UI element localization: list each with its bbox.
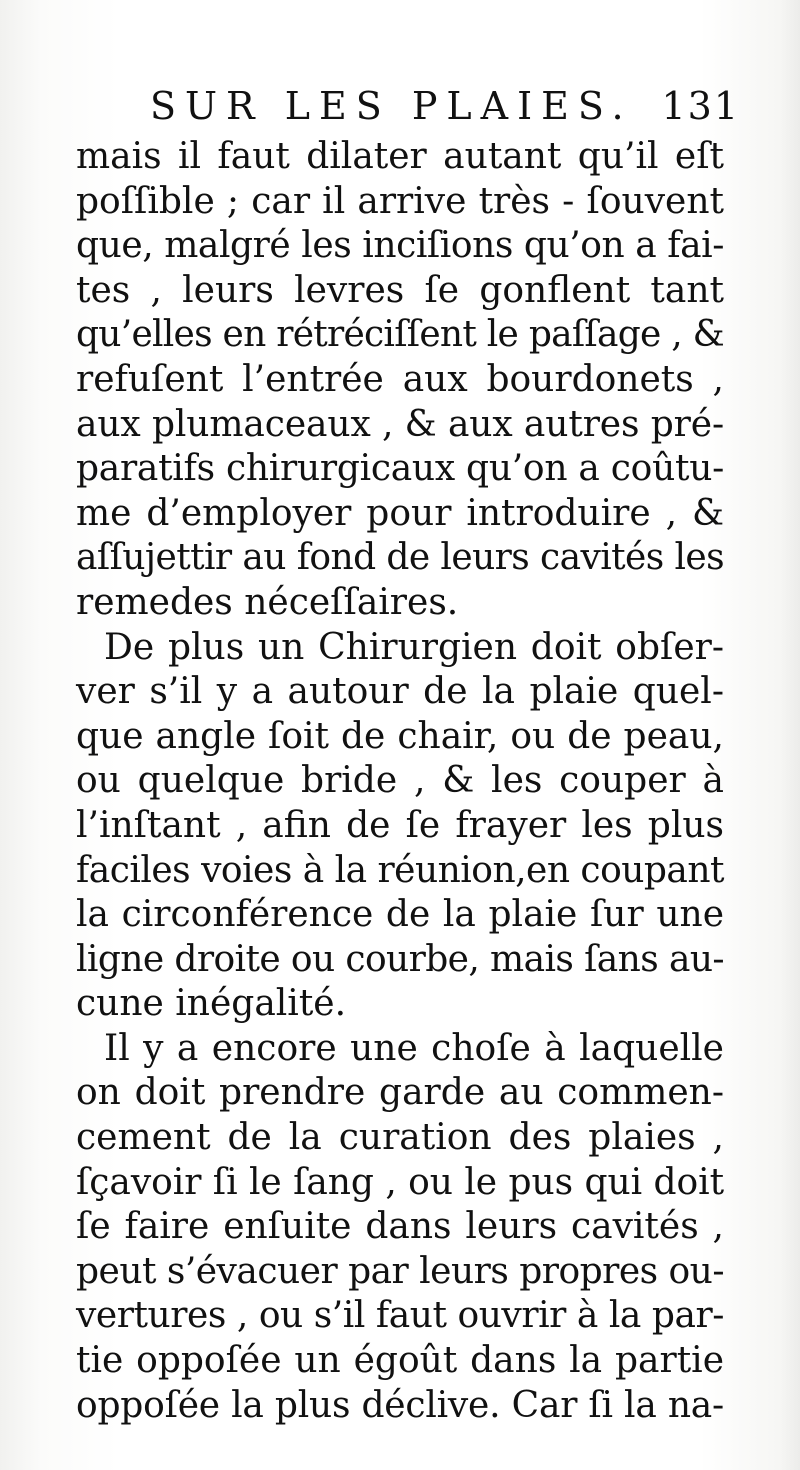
text-line: mais il faut dilater autant qu’il eſt <box>76 136 724 177</box>
text-line: que angle ſoit de chair, ou de peau, <box>76 715 724 757</box>
text-line: qu’elles en rétréciſſent le paſſage , & <box>76 314 724 356</box>
text-line: ou quelque bride , & les couper à <box>76 760 724 802</box>
text-line: cement de la curation des plaies , <box>76 1117 724 1159</box>
page-number: 131 <box>661 84 740 128</box>
paragraph-start-line: Il y a encore une choſe à laquelle <box>104 1027 724 1069</box>
text-line: peut s’évacuer par leurs propres ou- <box>76 1250 724 1292</box>
page-header <box>150 84 740 134</box>
text-line: ligne droite ou courbe, mais ſans au- <box>76 938 724 980</box>
text-line: refuſent l’entrée aux bourdonets , <box>76 358 724 400</box>
body-text <box>76 135 724 1428</box>
text-line: poſſible ; car il arrive très - ſouvent <box>76 180 724 222</box>
running-head: SUR LES PLAIES. <box>150 84 633 128</box>
paragraph-end-line: remedes néceſſaires. <box>76 581 459 623</box>
text-line: ſe faire enſuite dans leurs cavités , <box>76 1206 724 1248</box>
text-line: la circonférence de la plaie ſur une <box>76 894 724 936</box>
paragraph-start-line: De plus un Chirurgien doit obſer- <box>104 626 724 668</box>
paragraph-end-line: cune inégalité. <box>76 983 347 1025</box>
text-line: tes , leurs levres ſe gonflent tant <box>76 269 724 311</box>
text-line: on doit prendre garde au commen- <box>76 1072 724 1114</box>
text-line: l’inſtant , afin de ſe frayer les plus <box>76 804 724 846</box>
text-line: vertures , ou s’il faut ouvrir à la par- <box>76 1295 724 1337</box>
text-line: aux plumaceaux , & aux autres pré- <box>76 403 724 445</box>
text-line: me d’employer pour introduire , & <box>76 492 724 534</box>
text-line: ſçavoir ſi le ſang , ou le pus qui doit <box>76 1161 724 1203</box>
text-line: faciles voies à la réunion,en coupant <box>76 849 724 891</box>
text-line: que, malgré les inciſions qu’on a fai- <box>76 225 724 267</box>
text-line: paratifs chirurgicaux qu’on a coûtu- <box>76 448 724 490</box>
text-line: tie oppoſée un égoût dans la partie <box>76 1340 724 1382</box>
text-line: aſſujettir au fond de leurs cavités les <box>76 537 724 579</box>
text-line: oppoſée la plus déclive. Car ſi la na- <box>76 1384 724 1426</box>
text-line: ver s’il y a autour de la plaie quel- <box>76 671 724 713</box>
